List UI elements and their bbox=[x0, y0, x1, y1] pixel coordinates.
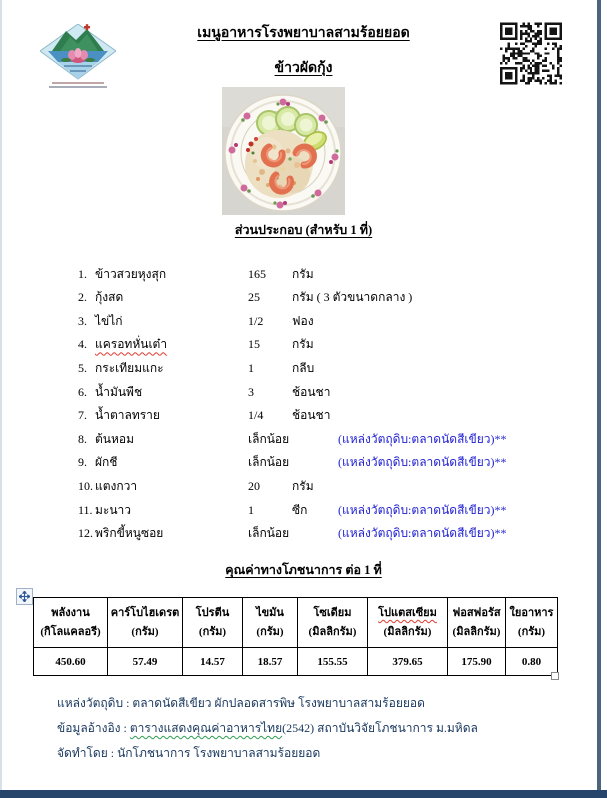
ingredient-number: 2. bbox=[78, 290, 87, 305]
document-title: เมนูอาหารโรงพยาบาลสามร้อยยอด bbox=[197, 26, 410, 41]
ingredient-unit: ช้อนชา bbox=[292, 408, 331, 423]
ingredient-unit: ช้อนชา bbox=[292, 384, 331, 399]
nutrition-column-label: ไขมัน bbox=[256, 607, 284, 619]
ingredient-quantity: 20 bbox=[248, 478, 260, 493]
nutrition-value-cell: 379.65 bbox=[367, 648, 447, 675]
ingredient-name: ผักชี bbox=[95, 455, 118, 470]
ingredient-unit: กรัม bbox=[292, 266, 314, 281]
ingredient-name: ต้นหอม bbox=[95, 431, 135, 446]
ingredient-unit: ซีก bbox=[292, 502, 308, 517]
ingredient-unit: กรัม ( 3 ตัวขนาดกลาง ) bbox=[292, 290, 413, 305]
nutrition-column-unit: (กิโลแคลอรี) bbox=[40, 626, 101, 638]
nutrition-heading: คุณค่าทางโภชนาการ ต่อ 1 ที่ bbox=[225, 563, 382, 577]
ingredient-number: 9. bbox=[78, 455, 87, 470]
nutrition-column-unit: (มิลลิกรัม) bbox=[383, 626, 432, 638]
nutrition-header-cell bbox=[34, 598, 107, 647]
nutrition-column-unit: (กรัม) bbox=[131, 626, 159, 638]
ingredient-row bbox=[78, 494, 578, 518]
ingredient-name: แครอทหั่นเต๋า bbox=[95, 337, 168, 352]
ingredient-quantity: 25 bbox=[248, 290, 260, 305]
ingredient-quantity: 15 bbox=[248, 337, 260, 352]
ingredient-row bbox=[78, 329, 578, 353]
nutrition-column-label: คาร์โบไฮเดรต bbox=[110, 607, 180, 619]
ingredient-row bbox=[78, 447, 578, 471]
ingredient-quantity: 1/2 bbox=[248, 313, 264, 328]
nutrition-header-cell bbox=[367, 598, 447, 647]
nutrition-column-label: โปรตีน bbox=[195, 607, 230, 619]
nutrition-column-unit: (กรัม) bbox=[198, 626, 227, 638]
ingredient-row bbox=[78, 376, 578, 400]
nutrition-column-unit: (มิลลิกรัม) bbox=[452, 626, 501, 638]
ingredient-quantity: 165 bbox=[248, 266, 266, 281]
ingredient-name: มะนาว bbox=[95, 502, 132, 517]
ingredient-quantity: 1/4 bbox=[248, 408, 264, 423]
page-right-edge bbox=[597, 0, 601, 790]
nutrition-header-cell bbox=[297, 598, 367, 647]
nutrition-value-cell: 155.55 bbox=[297, 648, 367, 675]
footer-reference-line bbox=[57, 716, 478, 741]
ingredient-number: 12. bbox=[78, 526, 93, 541]
ingredient-quantity: เล็กน้อย bbox=[248, 526, 290, 541]
page-left-edge bbox=[0, 0, 2, 790]
ingredient-row bbox=[78, 352, 578, 376]
ingredient-name: น้ำตาลทราย bbox=[95, 408, 160, 423]
ingredient-number: 1. bbox=[78, 266, 87, 281]
ingredient-number: 11. bbox=[78, 502, 93, 517]
ingredient-name: น้ำมันพืช bbox=[95, 384, 143, 399]
ingredient-number: 7. bbox=[78, 408, 87, 423]
nutrition-header-cell bbox=[182, 598, 242, 647]
footer-reference-suffix: (2542) สถาบันวิจัยโภชนาการ ม.มหิดล bbox=[282, 721, 478, 735]
ingredient-number: 6. bbox=[78, 384, 87, 399]
nutrition-value-cell: 175.90 bbox=[447, 648, 505, 675]
nutrition-header-cell bbox=[107, 598, 182, 647]
ingredient-number: 8. bbox=[78, 431, 87, 446]
ingredient-row bbox=[78, 423, 578, 447]
nutrition-table-header-row bbox=[34, 598, 557, 647]
footer-reference-prefix: ข้อมูลอ้างอิง : bbox=[57, 721, 130, 735]
ingredient-name: กระเทียมแกะ bbox=[95, 360, 164, 375]
nutrition-header-cell bbox=[447, 598, 505, 647]
ingredient-row bbox=[78, 518, 578, 542]
ingredient-name: กุ้งสด bbox=[95, 290, 124, 305]
ingredient-quantity: 1 bbox=[248, 360, 254, 375]
nutrition-column-label: ใยอาหาร bbox=[509, 607, 554, 619]
ingredient-name: ไข่ไก่ bbox=[95, 313, 123, 328]
ingredient-source-note: (แหล่งวัตถุดิบ:ตลาดนัดสีเขียว)** bbox=[338, 455, 507, 470]
ingredient-row bbox=[78, 258, 578, 282]
ingredient-number: 4. bbox=[78, 337, 87, 352]
ingredient-source-note: (แหล่งวัตถุดิบ:ตลาดนัดสีเขียว)** bbox=[338, 431, 507, 446]
ingredient-number: 5. bbox=[78, 360, 87, 375]
nutrition-column-unit: (กรัม) bbox=[517, 626, 546, 638]
nutrition-column-label: โซเดียม bbox=[313, 607, 352, 619]
window-bottom-bar bbox=[0, 790, 607, 798]
ingredient-name: แตงกวา bbox=[95, 478, 138, 493]
nutrition-column-unit: (กรัม) bbox=[256, 626, 284, 638]
footer-reference-term: ตารางแสดงคุณค่าอาหารไทย bbox=[129, 721, 283, 735]
ingredient-row bbox=[78, 400, 578, 424]
ingredient-row bbox=[78, 305, 578, 329]
dish-title: ข้าวผัดกุ้ง bbox=[274, 61, 333, 76]
dish-photo bbox=[222, 87, 345, 215]
ingredient-quantity: 3 bbox=[248, 384, 254, 399]
ingredient-number: 10. bbox=[78, 478, 93, 493]
nutrition-value-cell: 18.57 bbox=[242, 648, 297, 675]
ingredient-number: 3. bbox=[78, 313, 87, 328]
nutrition-header-cell bbox=[242, 598, 297, 647]
ingredient-source-note: (แหล่งวัตถุดิบ:ตลาดนัดสีเขียว)** bbox=[338, 502, 507, 517]
nutrition-column-label: ฟอสฟอรัส bbox=[452, 607, 501, 619]
ingredient-name: ข้าวสวยหุงสุก bbox=[95, 266, 167, 281]
table-move-handle-icon[interactable] bbox=[16, 588, 33, 605]
ingredient-quantity: 1 bbox=[248, 502, 254, 517]
nutrition-table-value-row bbox=[34, 647, 557, 675]
nutrition-value-cell: 57.49 bbox=[107, 648, 182, 675]
table-resize-handle[interactable] bbox=[551, 672, 559, 680]
ingredient-unit: กลีบ bbox=[292, 360, 315, 375]
ingredient-source-note: (แหล่งวัตถุดิบ:ตลาดนัดสีเขียว)** bbox=[338, 526, 507, 541]
nutrition-column-label: พลังงาน bbox=[51, 607, 90, 619]
nutrition-table bbox=[33, 597, 558, 676]
nutrition-column-label: โปแตสเซียม bbox=[378, 607, 437, 619]
nutrition-value-cell: 14.57 bbox=[182, 648, 242, 675]
ingredient-unit: ฟอง bbox=[292, 313, 314, 328]
ingredient-row bbox=[78, 470, 578, 494]
ingredient-name: พริกขี้หนูซอย bbox=[95, 526, 164, 541]
footer-notes bbox=[57, 691, 478, 766]
ingredients-heading: ส่วนประกอบ (สำหรับ 1 ที่) bbox=[234, 223, 373, 237]
ingredient-quantity: เล็กน้อย bbox=[248, 455, 290, 470]
footer-prepared-by-line: จัดทำโดย : นักโภชนาการ โรงพยาบาลสามร้อยยอด bbox=[57, 746, 321, 760]
nutrition-value-cell: 450.60 bbox=[55, 655, 86, 668]
nutrition-column-unit: (มิลลิกรัม) bbox=[308, 626, 357, 638]
ingredient-row bbox=[78, 282, 578, 306]
ingredient-unit: กรัม bbox=[292, 478, 314, 493]
ingredient-list bbox=[78, 258, 578, 541]
nutrition-value-cell: 0.80 bbox=[505, 648, 557, 675]
ingredient-quantity: เล็กน้อย bbox=[248, 431, 290, 446]
nutrition-header-cell bbox=[505, 598, 557, 647]
footer-source-line: แหล่งวัตถุดิบ : ตลาดนัดสีเขียว ผักปลอดสารพิษ โรงพยาบาลสามร้อยยอด bbox=[57, 696, 425, 710]
ingredient-unit: กรัม bbox=[292, 337, 314, 352]
